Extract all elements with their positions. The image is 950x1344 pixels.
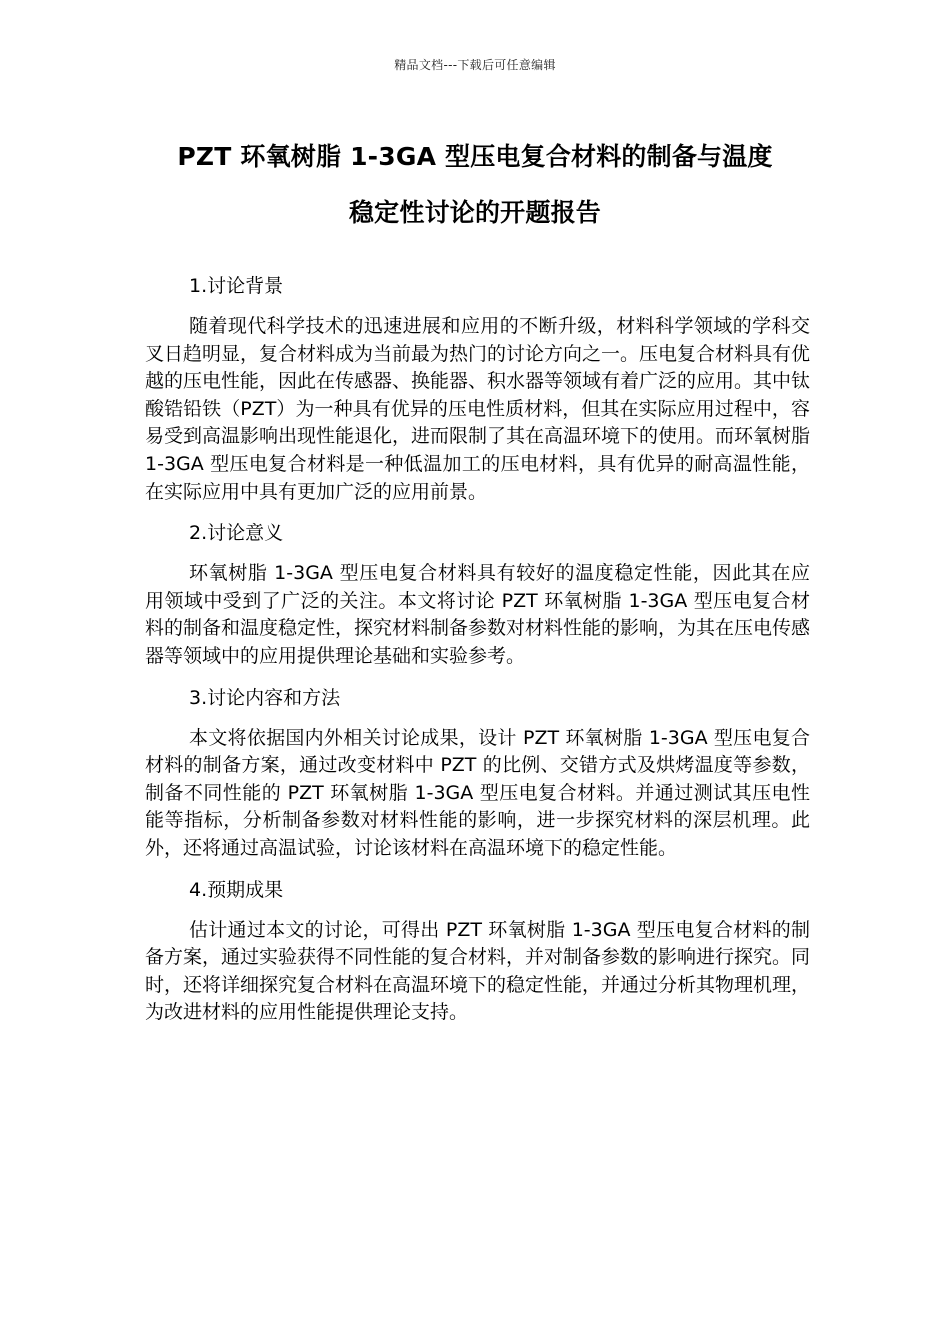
section-paragraph-outcomes: 估计通过本文的讨论，可得出 PZT 环氧树脂 1-3GA 型压电复合材料的制备方案，通过实验获得不同性能的复合材料，并对制备参数的影响进行探究。同时，还将详细探究复合材料在高温环境下的稳定性能，并通过分析其物理机理，为改进材料的应用性能提供理论支持。: [145, 918, 811, 1024]
document-body: [145, 271, 810, 1039]
header-note: 精品文档---下载后可任意编辑: [394, 58, 556, 72]
document-title-line-2: 稳定性讨论的开题报告: [348, 198, 601, 227]
section-heading-background: 1.讨论背景: [189, 275, 284, 297]
section-heading-significance: 2.讨论意义: [189, 522, 284, 545]
section-paragraph-significance: 环氧树脂 1-3GA 型压电复合材料具有较好的温度稳定性能，因此其在应用领域中受到了广泛的关注。本文将讨论 PZT 环氧树脂 1-3GA 型压电复合材料的制备和温度稳定性，探究材料制备参数对材料性能的影响，为其在压电传感器等领域中的应用提供理论基础和实验参考。: [145, 562, 811, 667]
document-title-line-1: PZT 环氧树脂 1-3GA 型压电复合材料的制备与温度: [177, 142, 773, 171]
section-paragraph-background: 随着现代科学技术的迅速进展和应用的不断升级，材料科学领域的学科交叉日趋明显，复合材料成为当前最为热门的讨论方向之一。压电复合材料具有优越的压电性能，因此在传感器、换能器、积水器等领域有着广泛的应用。其中钛酸锆铅铁（PZT）为一种具有优异的压电性质材料，但其在实际应用过程中，容易受到高温影响出现性能退化，进而限制了其在高温环境下的使用。而环氧树脂 1-3GA 型压电复合材料是一种低温加工的压电材料，具有优异的耐高温性能，在实际应用中具有更加广泛的应用前景。: [145, 315, 811, 503]
section-heading-methods: 3.讨论内容和方法: [189, 686, 341, 709]
section-paragraph-methods: 本文将依据国内外相关讨论成果，设计 PZT 环氧树脂 1-3GA 型压电复合材料的制备方案，通过改变材料中 PZT 的比例、交错方式及烘烤温度等参数，制备不同性能的 PZT 环氧树脂 1-3GA 型压电复合材料。并通过测试其压电性能等指标，分析制备参数对材料性能的影响，进一步探究材料的深层机理。此外，还将通过高温试验，讨论该材料在高温环境下的稳定性能。: [145, 726, 810, 859]
section-heading-outcomes: 4.预期成果: [189, 878, 284, 901]
